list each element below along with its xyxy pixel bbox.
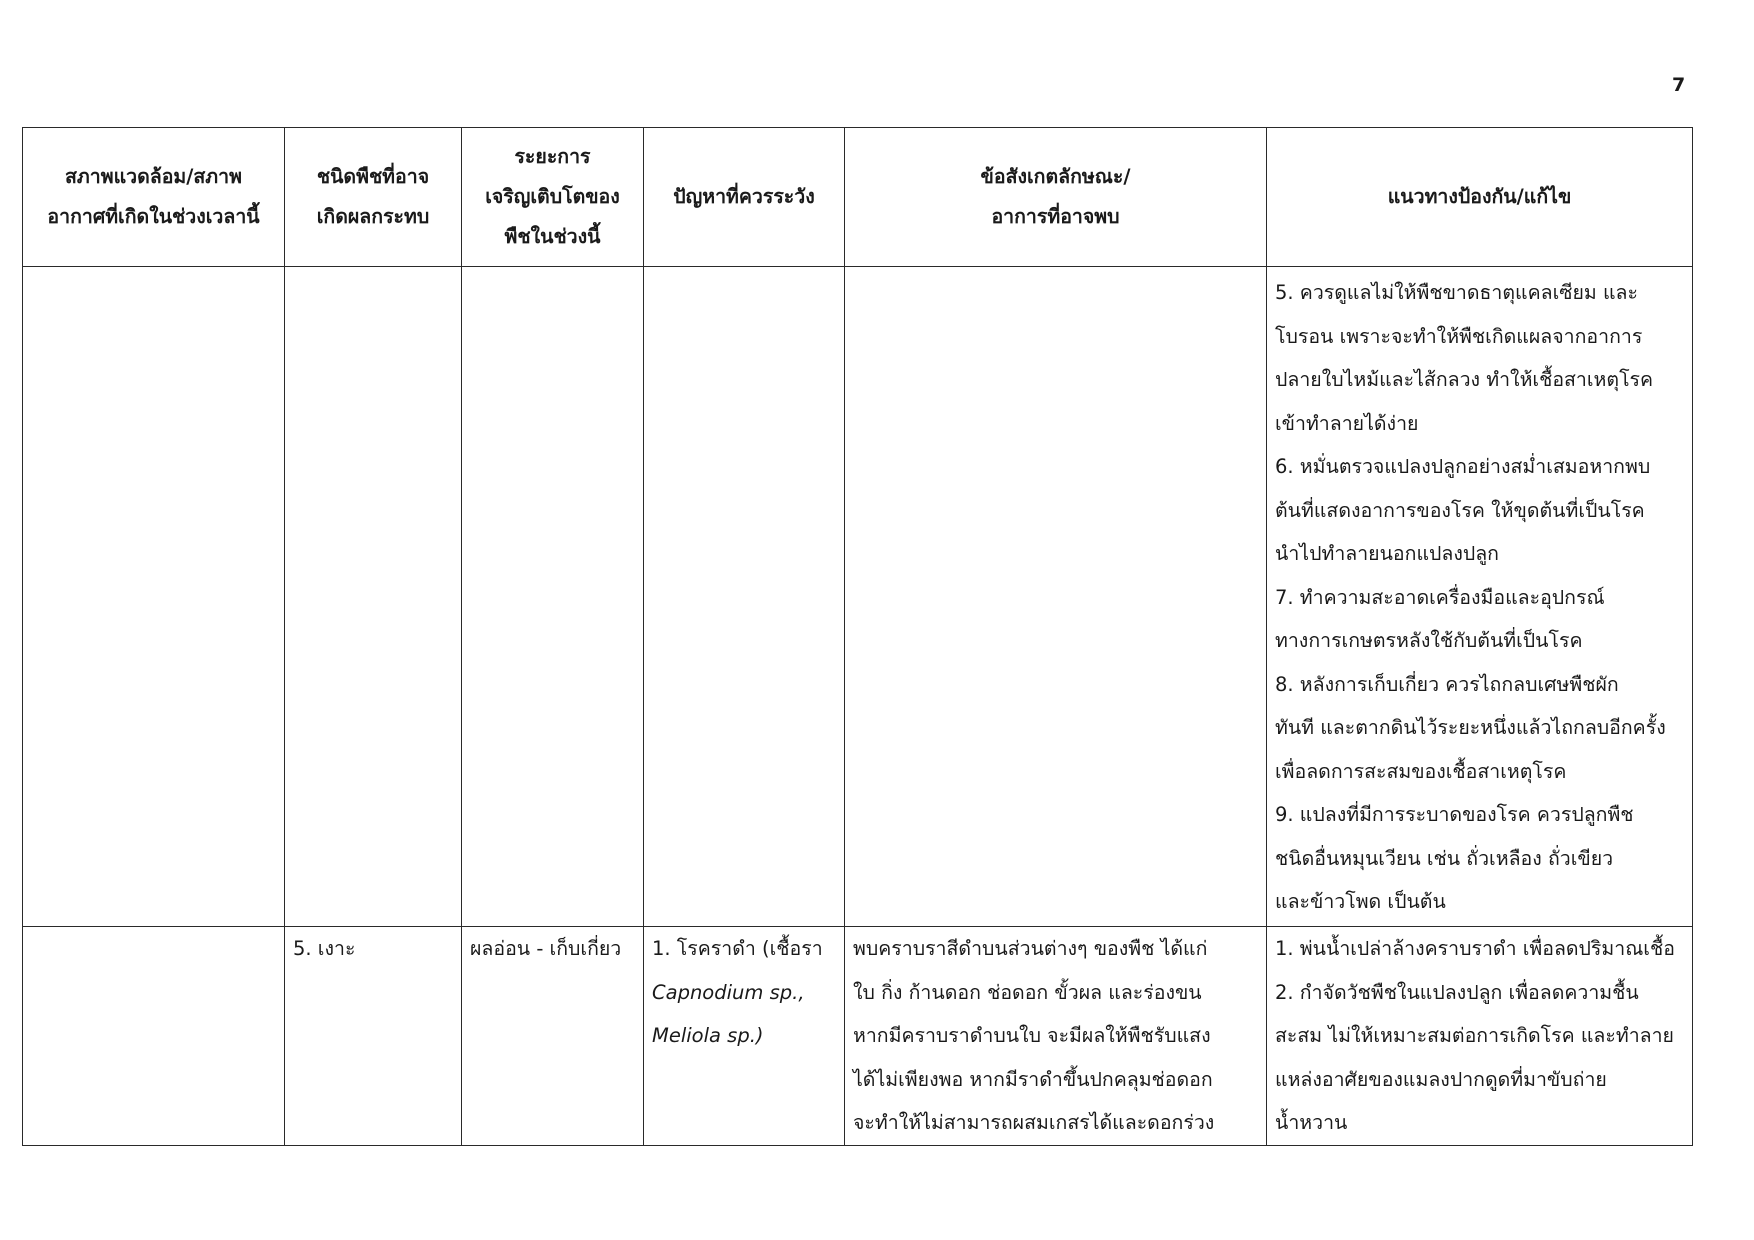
header-line: ข้อสังเกตลักษณะ/ [980,165,1131,188]
text-line: 6. หมั่นตรวจแปลงปลูกอย่างสม่ำเสมอหากพบ [1275,455,1651,478]
text-line: 9. แปลงที่มีการระบาดของโรค ควรปลูกพืช [1275,803,1634,826]
text-line: 1. โรคราดำ (เชื้อรา [652,937,823,960]
text-line: ต้นที่แสดงอาการของโรค ให้ขุดต้นที่เป็นโรค [1275,498,1645,522]
header-line: แนวทางป้องกัน/แก้ไข [1387,185,1572,208]
header-line: สภาพแวดล้อม/สภาพ [65,165,242,188]
cell-problem [644,927,845,1146]
cell-symptom [845,267,1267,927]
table-row [23,267,1693,927]
text-line: และข้าวโพด เป็นต้น [1275,890,1446,913]
text-line: แหล่งอาศัยของแมลงปากดูดที่มาขับถ่าย [1275,1067,1607,1091]
cell-growth-stage [462,267,644,927]
text-line: ชนิดอื่นหมุนเวียน เช่น ถั่วเหลือง ถั่วเขียว [1275,846,1614,870]
problem-text [652,927,836,1058]
header-problem [644,128,845,267]
text-line: นำไปทำลายนอกแปลงปลูก [1275,542,1499,565]
cell-growth-stage [462,927,644,1146]
text-line: เข้าทำลายได้ง่าย [1275,411,1419,435]
table-row [23,927,1693,1146]
text-line: น้ำหวาน [1275,1111,1348,1134]
prevention-text [1275,927,1684,1145]
text-line: จะทำให้ไม่สามารถผสมเกสรได้และดอกร่วง [853,1111,1215,1134]
header-crop [285,128,462,267]
text-line: 2. กำจัดวัชพืชในแปลงปลูก เพื่อลดความชื้น [1275,980,1639,1004]
header-symptom [845,128,1267,267]
cell-problem [644,267,845,927]
text-line: ทันที และตากดินไว้ระยะหนึ่งแล้วไถกลบอีกครั้ง [1275,716,1666,739]
cell-prevention [1267,927,1693,1146]
text-line: เพื่อลดการสะสมของเชื้อสาเหตุโรค [1275,759,1567,783]
text-line: โบรอน เพราะจะทำให้พืชเกิดแผลจากอาการ [1275,324,1643,348]
header-line: เกิดผลกระทบ [316,205,430,228]
cell-prevention [1267,267,1693,927]
header-line: อากาศที่เกิดในช่วงเวลานี้ [47,205,260,228]
text-line: 1. พ่นน้ำเปล่าล้างคราบราดำ เพื่อลดปริมาณเชื้อ [1275,937,1675,960]
text-line: ใบ กิ่ง ก้านดอก ช่อดอก ขั้วผล และร่องขน [853,980,1202,1004]
header-line: ระยะการ [514,145,591,168]
text-line: 5. ควรดูแลไม่ให้พืชขาดธาตุแคลเซียม และ [1275,281,1638,304]
text-line: ผลอ่อน - เก็บเกี่ยว [470,937,622,960]
header-line: พืชในช่วงนี้ [504,225,601,248]
text-line: หากมีคราบราดำบนใบ จะมีผลให้พืชรับแสง [853,1024,1211,1047]
text-line: ทางการเกษตรหลังใช้กับต้นที่เป็นโรค [1275,629,1583,652]
cell-environment [23,267,285,927]
stage-text [470,927,635,971]
cell-crop [285,927,462,1146]
text-line: ได้ไม่เพียงพอ หากมีราดำขึ้นปกคลุมช่อดอก [853,1067,1213,1091]
header-environment [23,128,285,267]
text-line: 7. ทำความสะอาดเครื่องมือและอุปกรณ์ [1275,585,1605,609]
text-line: Capnodium sp., [652,980,805,1004]
header-growth-stage [462,128,644,267]
text-line: สะสม ไม่ให้เหมาะสมต่อการเกิดโรค และทำลาย [1275,1024,1674,1047]
header-line: ปัญหาที่ควรระวัง [673,185,815,208]
text-line: Meliola sp.) [652,1024,764,1047]
cell-symptom [845,927,1267,1146]
header-line: ชนิดพืชที่อาจ [316,165,430,188]
text-line: 5. เงาะ [293,937,356,960]
symptom-text [853,927,1258,1145]
header-line: อาการที่อาจพบ [991,205,1120,228]
header-prevention [1267,128,1693,267]
crop-text [293,927,453,971]
pest-disease-table [22,127,1693,1146]
cell-crop [285,267,462,927]
text-line: พบคราบราสีดำบนส่วนต่างๆ ของพืช ได้แก่ [853,937,1208,960]
page-number: 7 [1672,74,1686,96]
prevention-text [1275,267,1684,924]
table-header-row [23,128,1693,267]
text-line: 8. หลังการเก็บเกี่ยว ควรไถกลบเศษพืชผัก [1275,672,1619,696]
header-line: เจริญเติบโตของ [485,185,620,208]
text-line: ปลายใบไหม้และไส้กลวง ทำให้เชื้อสาเหตุโรค [1275,368,1654,391]
cell-environment [23,927,285,1146]
